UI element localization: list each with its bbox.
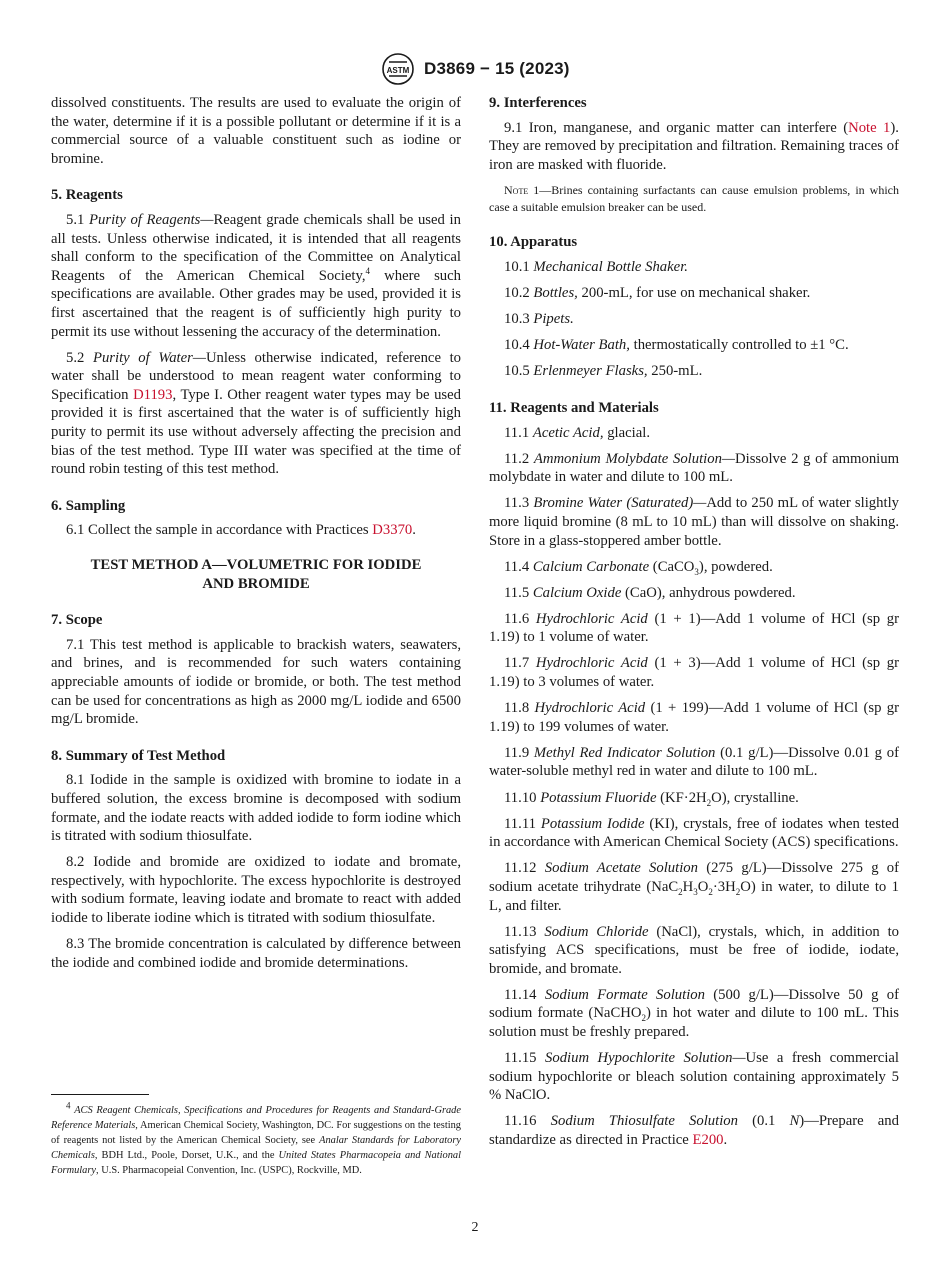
para-10-4: 10.4 Hot-Water Bath, thermostatically controlled to ±1 °C.	[504, 337, 849, 354]
page-header	[0, 52, 950, 88]
section-6-heading: 6. Sampling	[51, 497, 126, 514]
intro-paragraph: dissolved constituents. The results are used to evaluate the origin of the water, determine if it is a possible pollutant or determine if it is a commercial source of a valuable constituent such as iodine or bromine.	[51, 95, 461, 167]
para-10-5: 10.5 Erlenmeyer Flasks, 250-mL.	[504, 363, 703, 380]
section-7-heading: 7. Scope	[51, 612, 103, 629]
para-6-1: 6.1 Collect the sample in accordance with Practices D3370.	[66, 522, 416, 539]
para-7-1: 7.1 This test method is applicable to brackish waters, seawaters, and brines, and is recommended for such waters containing appreciable amounts of iodide or bromide, or both. The test method can be used for concentrations as high as 2000 mg/L iodide and 6500 mg/L bromide.	[51, 636, 461, 728]
note-1: Note 1—Brines containing surfactants can cause emulsion problems, in which case a suitable emulsion breaker can be used.	[489, 183, 899, 214]
para-5-1: 5.1 Purity of Reagents—Reagent grade chemicals shall be used in all tests. Unless otherwise indicated, it is intended that all reagents shall conform to the specification of the Committee on Analytical Reagents of the American Chemical Society,$^4$ where such specifications are available. Other grades may be used, provided it is first ascertained that the reagent is of sufficiently high purity to permit its use without lessening the accuracy of the determination.	[51, 211, 461, 340]
para-11-14: 11.14 Sodium Formate Solution (500 g/L)—Dissolve 50 g of sodium formate (NaCHO$_2$) in hot water and dilute to 100 mL. This solution must be freshly prepared.	[489, 986, 900, 1041]
para-11-7: 11.7 Hydrochloric Acid (1 + 3)—Add 1 volume of HCl (sp gr 1.19) to 3 volumes of water.	[489, 655, 899, 691]
left-column	[51, 94, 461, 980]
para-11-11: 11.11 Potassium Iodide (KI), crystals, free of iodates when tested in accordance with American Chemical Society (ACS) specifications.	[489, 815, 899, 851]
para-10-1: 10.1 Mechanical Bottle Shaker.	[504, 258, 688, 275]
para-11-13: 11.13 Sodium Chloride (NaCl), crystals, which, in addition to satisfying ACS specifications, must be free of iodide, iodate, bromide, and bromate.	[489, 923, 900, 977]
para-11-8: 11.8 Hydrochloric Acid (1 + 199)—Add 1 volume of HCl (sp gr 1.19) to 199 volumes of water.	[489, 700, 899, 735]
para-11-16: 11.16 Sodium Thiosulfate Solution (0.1 N)—Prepare and standardize as directed in Practice E200.	[489, 1113, 899, 1149]
document-designation: D3869 − 15 (2023)	[424, 59, 570, 78]
para-8-1: 8.1 Iodide in the sample is oxidized with bromine to iodate in a buffered solution, the excess bromine is decomposed with sodium formate, and the iodate reacts with added iodide to form iodine which is titrated with sodium thiosulfate.	[51, 772, 461, 845]
para-11-3: 11.3 Bromine Water (Saturated)—Add to 250 mL of water slightly more liquid bromine (8 mL to 10 mL) than will dissolve on shaking. Store in a glass-stoppered amber bottle.	[489, 495, 900, 549]
section-9-heading: 9. Interferences	[489, 95, 587, 111]
para-11-9: 11.9 Methyl Red Indicator Solution (0.1 g/L)—Dissolve 0.01 g of water-soluble methyl red in water and dilute to 100 mL.	[489, 744, 900, 780]
footnote-divider	[51, 1094, 149, 1095]
para-11-4: 11.4 Calcium Carbonate (CaCO$_3$), powdered.	[504, 558, 773, 577]
para-11-12: 11.12 Sodium Acetate Solution (275 g/L)—Dissolve 275 g of sodium acetate trihydrate $(NaC_2H_3O_2\cdot 3H_2O)$ in water, to dilute to 1 L, and filter.	[489, 860, 900, 914]
para-8-2: 8.2 Iodide and bromide are oxidized to iodate and bromate, respectively, with hypochlorite. The excess hypochlorite is destroyed with sodium formate, leaving iodate and bromate to react with added iodide to liberate iodine which is titrated with sodium thiosulfate.	[51, 854, 461, 926]
para-10-2: 10.2 Bottles, 200-mL, for use on mechanical shaker.	[504, 285, 811, 302]
right-column	[489, 94, 899, 1157]
para-10-3: 10.3 Pipets.	[504, 311, 574, 328]
link-note-1[interactable]: Note 1	[848, 119, 891, 136]
para-11-2: 11.2 Ammonium Molybdate Solution—Dissolve 2 g of ammonium molybdate in water and dilute to 100 mL.	[489, 450, 900, 486]
footnote-ref-4[interactable]: 4	[365, 265, 371, 276]
section-8-heading: 8. Summary of Test Method	[51, 747, 226, 764]
astm-logo-text: ASTM	[386, 66, 410, 75]
page-number: 2	[471, 1220, 479, 1235]
astm-logo-icon	[380, 52, 416, 86]
section-10-heading: 10. Apparatus	[489, 234, 578, 251]
test-method-a-title: TEST METHOD A—VOLUMETRIC FOR IODIDE AND BROMIDE	[90, 556, 422, 592]
para-11-1: 11.1 Acetic Acid, glacial.	[504, 424, 651, 441]
para-11-5: 11.5 Calcium Oxide (CaO), anhydrous powdered.	[504, 584, 796, 601]
section-5-heading: 5. Reagents	[51, 187, 123, 204]
para-9-1: 9.1 Iron, manganese, and organic matter can interfere (Note 1). They are removed by precipitation and filtration. Remaining traces of iron are masked with fluoride.	[489, 119, 899, 173]
link-d1193[interactable]: D1193	[133, 386, 173, 403]
footnote-4: $^4$ ACS Reagent Chemicals, Specifications and Procedures for Reagents and Standard-Grade Reference Materials, American Chemical Society, Washington, DC. For suggestions on the testing of reagents not listed by the American Chemical Society, see Analar Standards for Laboratory Chemicals, BDH Ltd., Poole, Dorset, U.K., and the United States Pharmacopeia and National Formulary, U.S. Pharmacopeial Convention, Inc. (USPC), Rockville, MD.	[51, 1100, 461, 1176]
para-11-10: 11.10 Potassium Fluoride $(KF\cdot 2H_2O)$, crystalline.	[504, 789, 799, 808]
para-11-6: 11.6 Hydrochloric Acid (1 + 1)—Add 1 volume of HCl (sp gr 1.19) to 1 volume of water.	[489, 610, 899, 646]
para-5-2: 5.2 Purity of Water—Unless otherwise indicated, reference to water shall be understood to mean reagent water conforming to Specification D1193, Type I. Other reagent water types may be used provided it is first ascertained that the water is of sufficiently high purity to permit its use without adversely affecting the precision and bias of the test method. Type III water was specified at the time of round robin testing of this test method.	[51, 349, 461, 478]
section-11-heading: 11. Reagents and Materials	[489, 399, 659, 416]
link-d3370[interactable]: D3370	[372, 522, 413, 539]
para-11-15: 11.15 Sodium Hypochlorite Solution—Use a fresh commercial sodium hypochlorite or bleach solution containing approximately 5 % NaClO.	[489, 1050, 899, 1104]
link-e200[interactable]: E200	[692, 1132, 724, 1149]
para-8-3: 8.3 The bromide concentration is calculated by difference between the iodide and combined iodide and bromide determinations.	[51, 936, 461, 971]
